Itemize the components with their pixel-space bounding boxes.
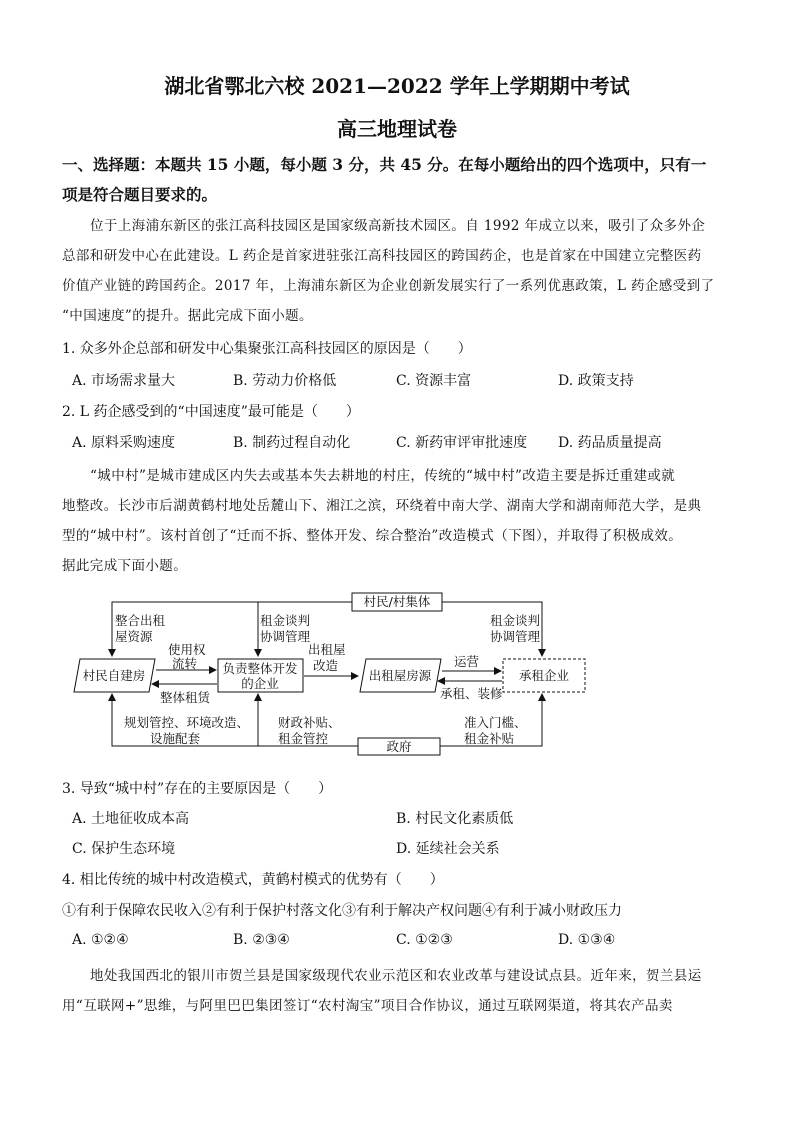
villager-collective-label: 村民/村集体 (363, 594, 431, 609)
page-title: 湖北省鄂北六校 2021—2022 学年上学期期中考试 (164, 74, 630, 98)
passage3-line: 地处我国西北的银川市贺兰县是国家级现代农业示范区和农业改革与建设试点县。近年来，贺兰县运 (90, 968, 702, 984)
q4-option-d: D. ①③④ (558, 932, 616, 948)
question-1-stem: 1. 众多外企总部和研发中心集聚张江高科技园区的原因是（ ） (62, 341, 472, 357)
passage1-line: 总部和研发中心在此建设。L 药企是首家进驻张江高科技园区的跨国药企，也是首家在中国建立完整医药 (62, 248, 702, 264)
label-whole-rent: 整体租赁 (160, 690, 211, 705)
label-rent-neg1-1: 租金谈判 (260, 613, 311, 628)
q1-option-c: C. 资源丰富 (396, 373, 472, 389)
label-integrate-2: 屋资源 (115, 629, 153, 644)
label-lease: 承租、装修 (440, 686, 503, 701)
question-3-stem: 3. 导致“城中村”存在的主要原因是（ ） (62, 781, 333, 797)
label-use-right-1: 使用权 (168, 642, 206, 657)
passage2-line: 型的“城中村”。该村首创了“迁而不拆、整体开发、综合整治”改造模式（下图），并取得了积极成效。 (62, 528, 683, 544)
label-access-1: 准入门槛、 (464, 715, 527, 730)
label-planning-1: 规划管控、环境改造、 (124, 715, 250, 730)
urban-village-diagram (60, 588, 620, 758)
question-4-statements: ①有利于保障农民收入②有利于保护村落文化③有利于解决产权问题④有利于减小财政压力 (62, 903, 622, 919)
passage2-line: 据此完成下面小题。 (62, 558, 188, 574)
label-use-right-2: 流转 (172, 656, 198, 671)
q2-option-a: A. 原料采购速度 (72, 435, 176, 451)
label-rent-neg2-2: 协调管理 (490, 629, 541, 644)
label-rent-neg1-2: 协调管理 (260, 629, 311, 644)
passage1-line: “中国速度”的提升。据此完成下面小题。 (62, 308, 313, 324)
passage2-line: 地整改。长沙市后湖黄鹤村地处岳麓山下、湘江之滨，环绕着中南大学、湖南大学和湖南师范大学，是典 (62, 498, 702, 514)
tenant-label: 承租企业 (518, 668, 570, 683)
label-integrate-1: 整合出租 (115, 613, 166, 628)
label-finance-1: 财政补贴、 (278, 715, 341, 730)
section-heading-cont: 项是符合题目要求的。 (62, 185, 218, 204)
q2-option-c: C. 新药审评审批速度 (396, 435, 528, 451)
label-access-2: 租金补贴 (464, 731, 515, 746)
q4-option-c: C. ①②③ (396, 932, 453, 948)
passage2-line: “城中村”是城市建成区内失去或基本失去耕地的村庄，传统的“城中村”改造主要是拆迁重建或就 (90, 468, 676, 484)
q1-option-a: A. 市场需求量大 (72, 373, 176, 389)
q1-option-d: D. 政策支持 (558, 373, 634, 389)
label-renovate-2: 改造 (313, 658, 339, 673)
government-label: 政府 (386, 739, 412, 754)
q3-option-d: D. 延续社会关系 (396, 841, 500, 857)
passage1-line: 价值产业链的跨国药企。2017 年，上海浦东新区为企业创新发展实行了一系列优惠政策，L 药企感受到了 (62, 278, 715, 294)
q4-option-a: A. ①②④ (72, 932, 129, 948)
company-label-2: 的企业 (241, 676, 279, 691)
label-operate: 运营 (454, 654, 480, 669)
q3-option-c: C. 保护生态环境 (72, 841, 176, 857)
label-renovate-1: 出租屋 (308, 642, 346, 657)
q2-option-d: D. 药品质量提高 (558, 435, 662, 451)
company-label-1: 负责整体开发 (222, 661, 298, 676)
q2-option-b: B. 制药过程自动化 (233, 435, 351, 451)
section-heading: 一、选择题：本题共 15 小题，每小题 3 分，共 45 分。在每小题给出的四个选项中，只有一 (62, 155, 707, 174)
question-4-stem: 4. 相比传统的城中村改造模式，黄鹤村模式的优势有（ ） (62, 872, 444, 888)
q3-option-b: B. 村民文化素质低 (396, 811, 514, 827)
passage3-line: 用“互联网+”思维，与阿里巴巴集团签订“农村淘宝”项目合作协议，通过互联网渠道，将其农产品卖 (62, 998, 673, 1014)
label-rent-neg2-1: 租金谈判 (490, 613, 541, 628)
page-subtitle: 高三地理试卷 (337, 117, 457, 141)
q1-option-b: B. 劳动力价格低 (233, 373, 337, 389)
q3-option-a: A. 土地征收成本高 (72, 811, 190, 827)
question-2-stem: 2. L 药企感受到的“中国速度”最可能是（ ） (62, 404, 360, 420)
rental-source-label: 出租屋房源 (368, 668, 432, 683)
villager-house-label: 村民自建房 (82, 668, 146, 683)
label-planning-2: 设施配套 (150, 731, 201, 746)
passage1-line: 位于上海浦东新区的张江高科技园区是国家级高新技术园区。自 1992 年成立以来，吸引了众多外企 (90, 218, 706, 234)
q4-option-b: B. ②③④ (233, 932, 290, 948)
label-finance-2: 租金管控 (278, 731, 329, 746)
